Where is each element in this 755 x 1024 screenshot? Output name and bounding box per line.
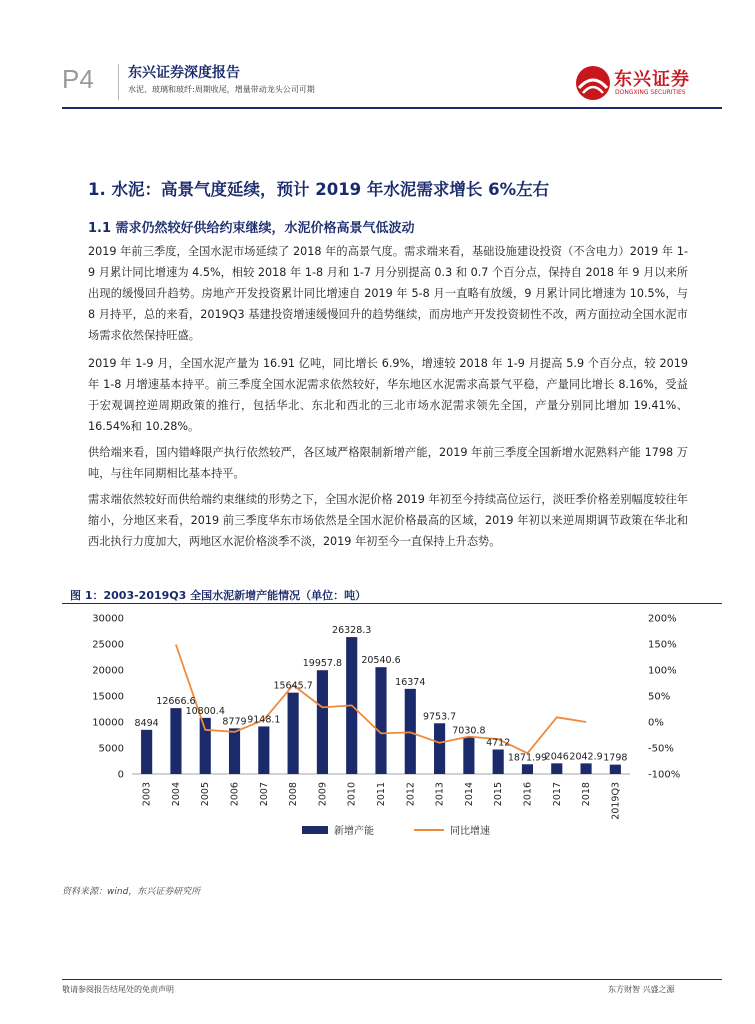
legend-label-line: 同比增速 xyxy=(450,826,490,837)
y-right-tick-label: 100% xyxy=(648,665,677,677)
figure-title: 图 1：2003-2019Q3 全国水泥新增产能情况（单位：吨） xyxy=(70,589,367,602)
footer-rule xyxy=(62,979,722,980)
bar-data-label: 9753.7 xyxy=(422,711,457,723)
bar xyxy=(229,728,240,774)
x-tick-label: 2008 xyxy=(288,782,300,807)
bar xyxy=(170,708,181,774)
y-right-tick-label: 150% xyxy=(648,639,677,651)
x-tick-label: 2003 xyxy=(141,782,153,807)
x-tick-label: 2007 xyxy=(258,782,270,807)
bar xyxy=(493,749,504,774)
x-tick-label: 2018 xyxy=(581,782,593,807)
paragraph-price: 需求端依然较好而供给端约束继续的形势之下，全国水泥价格 2019 年初至今持续高位运行，淡旺季价格差别幅度较往年缩小，分地区来看，2019 前三季度华东市场依然是全国水泥价格最高的区域，2019 年初以来逆周期调节政策在华北和西北执行力度加大，两地区水泥价格淡季不淡，2019 年初至今一直保持上升态势。 xyxy=(88,493,688,548)
bar-data-label: 9148.1 xyxy=(247,714,281,726)
bar-data-label: 12666.6 xyxy=(156,696,196,708)
paragraph-demand: 2019 年前三季度，全国水泥市场延续了 2018 年的高景气度。需求端来看，基础设施建设投资（不含电力）2019 年 1-9 月累计同比增速为 4.5%，相较 2018 年 1-8 月和 1-7 月分别提高 0.3 和 0.7 个百分点，保持自 2018 年 9 月以来所出现的缓慢回升趋势。房地产开发投资累计同比增速自 2019 年 5-8 月一直略有放缓，9 月累计同比增速为 10.5%，与 8 月持平，总的来看，2019Q3 基建投资增速缓慢回升的趋势继续，而房地产开发投资韧性不改，两方面拉动全国水泥市场需求依然保持旺盛。 xyxy=(88,245,688,342)
bar xyxy=(375,667,386,774)
x-tick-label: 2006 xyxy=(229,782,241,807)
bar xyxy=(258,726,269,774)
x-tick-label: 2012 xyxy=(405,782,417,807)
report-subtitle: 水泥、玻璃和玻纤:周期收尾，增量带动龙头公司可期 xyxy=(128,85,315,94)
bar xyxy=(141,730,152,774)
logo-text-cn: 东兴证券 xyxy=(614,69,690,90)
bar-data-label: 15645.7 xyxy=(273,680,313,692)
logo-mark-icon xyxy=(574,64,612,102)
bar-data-label: 1798 xyxy=(603,752,628,764)
legend-label-bar: 新增产能 xyxy=(334,826,374,837)
footer-disclaimer: 敬请参阅报告结尾处的免责声明 xyxy=(62,985,174,994)
bar xyxy=(200,718,211,774)
paragraph-output: 2019 年 1-9 月，全国水泥产量为 16.91 亿吨，同比增长 6.9%，增速较 2018 年 1-9 月提高 5.9 个百分点，较 2019 年 1-8 月增速基本持平。前三季度全国水泥需求依然较好，华东地区水泥需求高景气平稳，产量同比增长 8.16%，受益于宏观调控逆周期政策的推行，包括华北、东北和西北的三北市场水泥需求领先全国，产量分别同比增加 19.41%、16.54%和 10.28%。 xyxy=(88,357,688,433)
bar-data-label: 16374 xyxy=(395,676,426,688)
y-right-tick-label: 0% xyxy=(648,717,664,729)
bar-data-label: 20540.6 xyxy=(361,655,401,667)
y-left-tick-label: 30000 xyxy=(92,613,124,625)
y-left-tick-label: 0 xyxy=(117,769,124,781)
x-tick-label: 2015 xyxy=(493,782,505,807)
report-title: 东兴证券深度报告 xyxy=(128,65,240,81)
y-left-tick-label: 10000 xyxy=(92,717,124,729)
legend-swatch-bar xyxy=(302,826,328,834)
y-left-tick-label: 15000 xyxy=(92,691,124,703)
bar-data-label: 8494 xyxy=(134,717,159,729)
paragraph-supply: 供给端来看，国内错峰限产执行依然较严，各区域严格限制新增产能，2019 年前三季度全国新增水泥熟料产能 1798 万吨，与往年同期相比基本持平。 xyxy=(88,446,688,480)
bar-data-label: 10800.4 xyxy=(185,705,225,717)
bar-data-label: 8779 xyxy=(222,716,247,728)
header-rule xyxy=(62,107,722,109)
bar-data-label: 19957.8 xyxy=(302,658,343,670)
bar xyxy=(317,670,328,774)
header-separator xyxy=(118,64,119,100)
x-tick-label: 2011 xyxy=(376,782,387,807)
figure-rule xyxy=(62,603,722,604)
x-tick-label: 2013 xyxy=(434,782,446,807)
capacity-chart xyxy=(62,606,722,868)
y-left-tick-label: 5000 xyxy=(98,743,124,755)
section-heading: 1. 水泥：高景气度延续，预计 2019 年水泥需求增长 6%左右 xyxy=(88,180,550,199)
bar xyxy=(463,737,474,774)
y-right-tick-label: 200% xyxy=(648,613,677,625)
subsection-heading: 1.1 需求仍然较好供给约束继续，水泥价格高景气低波动 xyxy=(88,221,415,236)
x-tick-label: 2019Q3 xyxy=(610,782,622,820)
bar xyxy=(405,689,416,774)
bar xyxy=(551,763,562,774)
bar xyxy=(434,723,445,774)
x-tick-label: 2010 xyxy=(346,782,358,807)
bar-data-label: 7030.8 xyxy=(452,725,486,737)
bar xyxy=(610,765,621,774)
y-right-tick-label: -50% xyxy=(648,743,674,755)
bar-data-label: 2046 xyxy=(544,751,569,763)
x-tick-label: 2004 xyxy=(170,782,182,807)
bar-data-label: 4712 xyxy=(486,737,511,749)
bar-data-label: 26328.3 xyxy=(332,625,372,637)
bar-data-label: 2042.9 xyxy=(569,751,603,763)
bar xyxy=(522,764,533,774)
bar-data-label: 1871.99 xyxy=(507,752,548,764)
bar xyxy=(580,763,591,774)
footer-slogan: 东方财智 兴盛之源 xyxy=(608,985,675,994)
y-right-tick-label: 50% xyxy=(648,691,671,703)
bar xyxy=(288,693,299,774)
logo-text-en: DONGXING SECURITIES xyxy=(615,89,686,96)
x-tick-label: 2014 xyxy=(463,782,475,807)
y-left-tick-label: 25000 xyxy=(92,639,124,651)
y-left-tick-label: 20000 xyxy=(92,665,124,677)
brand-logo xyxy=(574,64,704,104)
x-tick-label: 2009 xyxy=(317,782,329,807)
figure-source: 资料来源：wind，东兴证券研究所 xyxy=(62,887,201,897)
page-number: P4 xyxy=(62,64,94,94)
x-tick-label: 2017 xyxy=(551,782,563,807)
x-tick-label: 2016 xyxy=(522,782,534,807)
y-right-tick-label: -100% xyxy=(648,769,681,781)
x-tick-label: 2005 xyxy=(200,782,212,807)
